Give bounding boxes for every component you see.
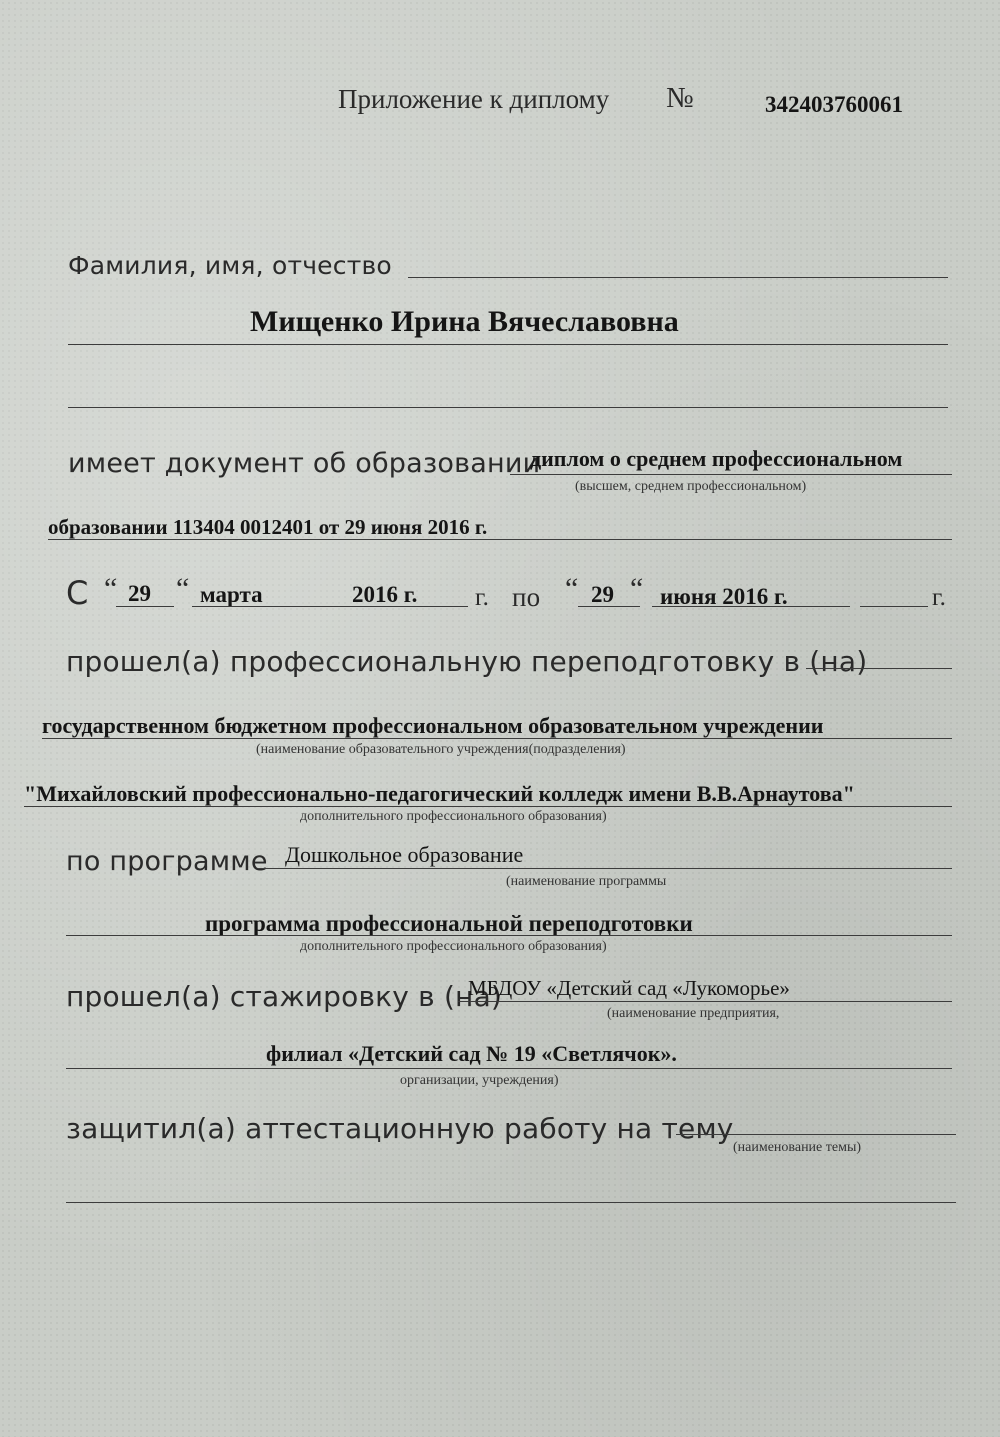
from-year: 2016 г. [352,582,418,607]
to-year-rule [860,606,928,607]
internship-value-line1: МБДОУ «Детский сад «Лукоморье» [468,976,790,1000]
fio-label: Фамилия, имя, отчество [68,251,392,280]
to-g-suffix: г. [932,584,947,611]
from-close-quote: “ [176,572,190,605]
from-g-suffix: г. [475,584,490,611]
from-month: марта [200,582,263,607]
from-month-rule [192,606,468,607]
internship-hint2: организации, учреждения) [400,1073,559,1088]
institution-line1: государственном бюджетном профессиональном образовательном учреждении [42,713,824,738]
to-month-year: июня 2016 г. [660,584,788,609]
program-rule [258,868,952,869]
education-value-line2: образовании 113404 0012401 от 29 июня 2016 г. [48,515,488,539]
education-label: имеет документ об образовании [68,448,541,479]
program-hint2: дополнительного профессионального образования) [300,939,607,954]
thesis-rule-1 [676,1134,956,1135]
retraining-rule [806,668,952,669]
from-open-quote: “ [104,572,118,605]
from-day: 29 [128,581,151,606]
program-label: по программе [66,846,268,877]
internship-hint1: (наименование предприятия, [607,1006,780,1021]
diploma-number: 342403760061 [765,92,903,117]
program-value: Дошкольное образование [285,842,524,867]
internship-rule-1 [458,1001,952,1002]
to-close-quote: “ [630,572,644,605]
header-title: Приложение к диплому [338,84,610,114]
institution-rule-1 [42,738,952,739]
from-day-rule [116,606,174,607]
thesis-label: защитил(а) аттестационную работу на тему [66,1112,734,1145]
program-rule-2 [66,935,952,936]
program-hint1: (наименование программы [506,874,667,889]
education-rule [510,474,952,475]
to-month-rule [652,606,850,607]
institution-hint2: дополнительного профессионального образования) [300,809,607,824]
internship-label: прошел(а) стажировку в (на) [66,980,503,1013]
education-rule-2 [48,539,952,540]
thesis-hint: (наименование темы) [733,1140,862,1155]
program-value-line2: программа профессиональной переподготовки [205,911,693,936]
fio-value: Мищенко Ирина Вячеславовна [250,305,679,338]
fio-rule [408,277,948,278]
fio-rule-2 [68,344,948,345]
fio-rule-3 [68,407,948,408]
period-to-label: по [512,582,541,612]
to-day-rule [578,606,640,607]
education-value-line1: диплом о среднем профессиональном [530,446,903,471]
to-open-quote: “ [565,572,579,605]
to-day: 29 [591,582,614,607]
institution-line2: "Михайловский профессионально-педагогический колледж имени В.В.Арнаутова" [24,781,855,806]
thesis-rule-2 [66,1202,956,1203]
retraining-label: прошел(а) профессиональную переподготовку в (на) [66,645,868,678]
internship-rule-2 [66,1068,952,1069]
education-hint: (высшем, среднем профессиональном) [575,479,807,494]
institution-rule-2 [24,806,952,807]
number-sign: № [666,82,694,114]
period-from-label: С [66,574,89,612]
internship-value-line2: филиал «Детский сад № 19 «Светлячок». [266,1041,677,1066]
institution-hint1: (наименование образовательного учреждения(подразделения) [256,742,626,757]
